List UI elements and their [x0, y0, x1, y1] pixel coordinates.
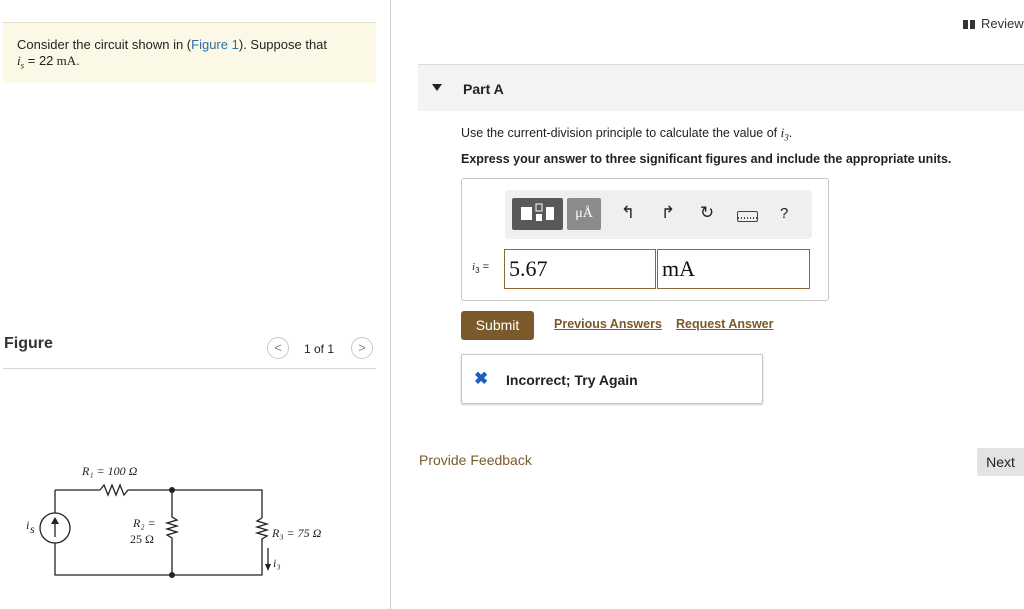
node-bottom	[169, 572, 175, 578]
source-label-sub: s	[30, 522, 35, 536]
question-var: i	[780, 125, 785, 140]
next-button[interactable]: Next	[977, 448, 1024, 476]
part-header[interactable]	[418, 65, 1024, 111]
question-text	[461, 125, 792, 143]
circuit-diagram	[20, 455, 350, 585]
r1-resistor	[100, 485, 262, 518]
figure-heading: Figure	[4, 335, 53, 352]
review-label: Review	[981, 16, 1024, 31]
question-prefix: Use the current-division principle to calculate the value of	[461, 126, 781, 140]
wire-bottom	[55, 543, 262, 575]
problem-end: .	[76, 53, 80, 68]
feedback-text: Incorrect; Try Again	[506, 372, 638, 388]
node-top	[169, 487, 175, 493]
problem-eq: = 22	[24, 53, 54, 68]
figure-divider	[3, 368, 376, 369]
answer-eq: =	[479, 261, 489, 273]
previous-answers-link[interactable]: Previous Answers	[554, 317, 662, 331]
r3-label: R₃ = 75 Ω	[272, 526, 322, 540]
column-divider	[390, 0, 391, 609]
templates-icon	[512, 198, 563, 230]
redo-icon[interactable]: ↱	[660, 203, 676, 222]
problem-var: i	[17, 53, 21, 68]
submit-button[interactable]: Submit	[461, 311, 534, 340]
figure-prev-button[interactable]: <	[267, 337, 289, 359]
problem-statement	[3, 22, 376, 83]
review-icon	[963, 20, 975, 29]
help-icon[interactable]: ?	[780, 205, 789, 222]
question-suffix: .	[788, 126, 793, 140]
figure-link[interactable]: Figure 1	[191, 37, 239, 52]
value-input[interactable]: 5.67	[504, 249, 656, 289]
problem-var-sub: s	[20, 60, 25, 71]
r3-resistor	[257, 518, 267, 543]
answer-var: i	[472, 261, 476, 273]
part-title: Part A	[463, 81, 504, 97]
i3-label: i₃	[273, 556, 281, 570]
reset-icon[interactable]: ↻	[699, 203, 715, 222]
figure-next-button[interactable]: >	[351, 337, 373, 359]
answer-variable-label	[472, 261, 489, 275]
instruction-text: Express your answer to three significant figures and include the appropriate units.	[461, 152, 952, 166]
templates-button[interactable]	[512, 198, 563, 230]
request-answer-link[interactable]: Request Answer	[676, 317, 774, 331]
source-arrow-head	[51, 517, 59, 524]
r2-label-bottom: 25 Ω	[130, 532, 154, 546]
i3-arrow-head	[265, 564, 271, 571]
r2-label-top: R₂ =	[133, 516, 156, 530]
incorrect-x-icon: ✖	[474, 369, 489, 388]
question-var-sub: 3	[784, 132, 789, 143]
r1-label: R₁ = 100 Ω	[82, 464, 138, 478]
undo-icon[interactable]: ↰	[620, 203, 636, 222]
figure-pager-count: 1 of 1	[304, 342, 335, 356]
keyboard-icon[interactable]	[737, 211, 758, 222]
review-link[interactable]	[963, 16, 1024, 31]
problem-after-link: ). Suppose that	[238, 37, 328, 52]
unit-input[interactable]: mA	[657, 249, 810, 289]
problem-unit: mA	[53, 53, 77, 68]
answer-var-sub: 3	[475, 266, 480, 276]
units-button[interactable]: μÅ	[567, 198, 601, 230]
source-label: i	[26, 518, 30, 532]
r2-resistor	[167, 490, 177, 575]
caret-down-icon[interactable]	[432, 84, 442, 91]
problem-intro: Consider the circuit shown in (	[17, 37, 192, 52]
provide-feedback-link[interactable]: Provide Feedback	[419, 452, 532, 468]
